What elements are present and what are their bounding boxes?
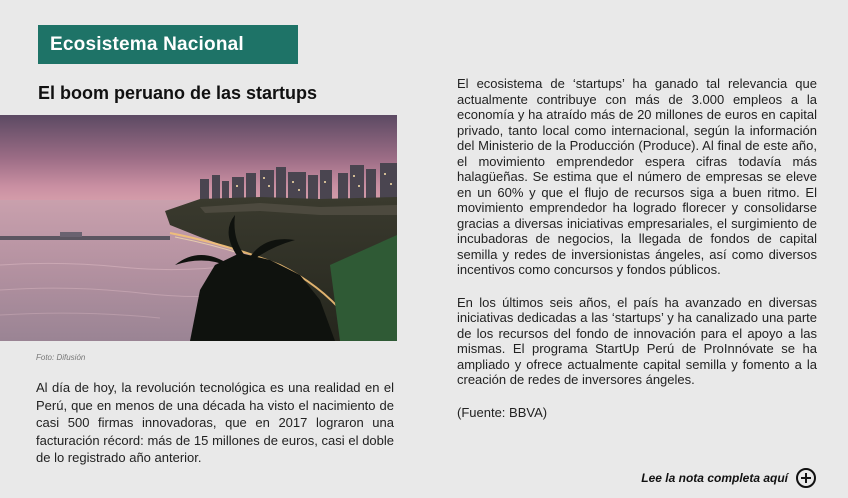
article-body (457, 76, 817, 420)
source-note: (Fuente: BBVA) (457, 404, 548, 420)
section-tag: Ecosistema Nacional (38, 25, 298, 64)
read-more-label[interactable]: Lee la nota completa aquí (641, 471, 788, 485)
body-paragraph: El ecosistema de ‘startups’ ha ganado tal relevancia que actualmente contribuye con más de 3.000 empleos a la economía y ha atraído más de 20 millones de euros en capital privado, tanto local como internacional, según la información del Ministerio de la Producción (Produce). Al final de este año, el movimiento emprendedor espera cifras todavía más halagüeñas. Se estima que el número de empresas se eleve en un 60% y que el flujo de recursos siga a buen ritmo. El movimiento emprendedor ha logrado florecer y consolidarse gracias a diversas iniciativas empresariales, el surgimiento de incubadoras de negocios, la llegada de fondos de capital semilla y redes de inversionistas ángeles, así como diversos incentivos como concursos y fondos públicos. (457, 76, 817, 277)
plus-circle-icon[interactable] (796, 468, 816, 488)
headline: El boom peruano de las startups (38, 83, 318, 103)
photo-credit: Foto: Difusión (36, 353, 86, 362)
read-more-link[interactable] (641, 468, 816, 488)
coastline-photo (0, 115, 397, 341)
intro-paragraph: Al día de hoy, la revolución tecnológica es una realidad en el Perú, que en menos de una década ha visto el nacimiento de casi 500 firmas innovadoras, que en 2017 lograron una facturación récord: más de 15 millones de euros, casi el doble de lo registrado año anterior. (36, 380, 394, 465)
body-paragraph: En los últimos seis años, el país ha avanzado en diversas iniciativas dedicadas a las ‘startups’ y ha canalizado una parte de los recursos del fondo de innovación para el apoyo a las mismas. El programa StartUp Perú de ProInnóvate se ha ampliado y ofrece actualmente capital semilla y fomento a la creación de redes de inversores ángeles. (457, 294, 817, 387)
